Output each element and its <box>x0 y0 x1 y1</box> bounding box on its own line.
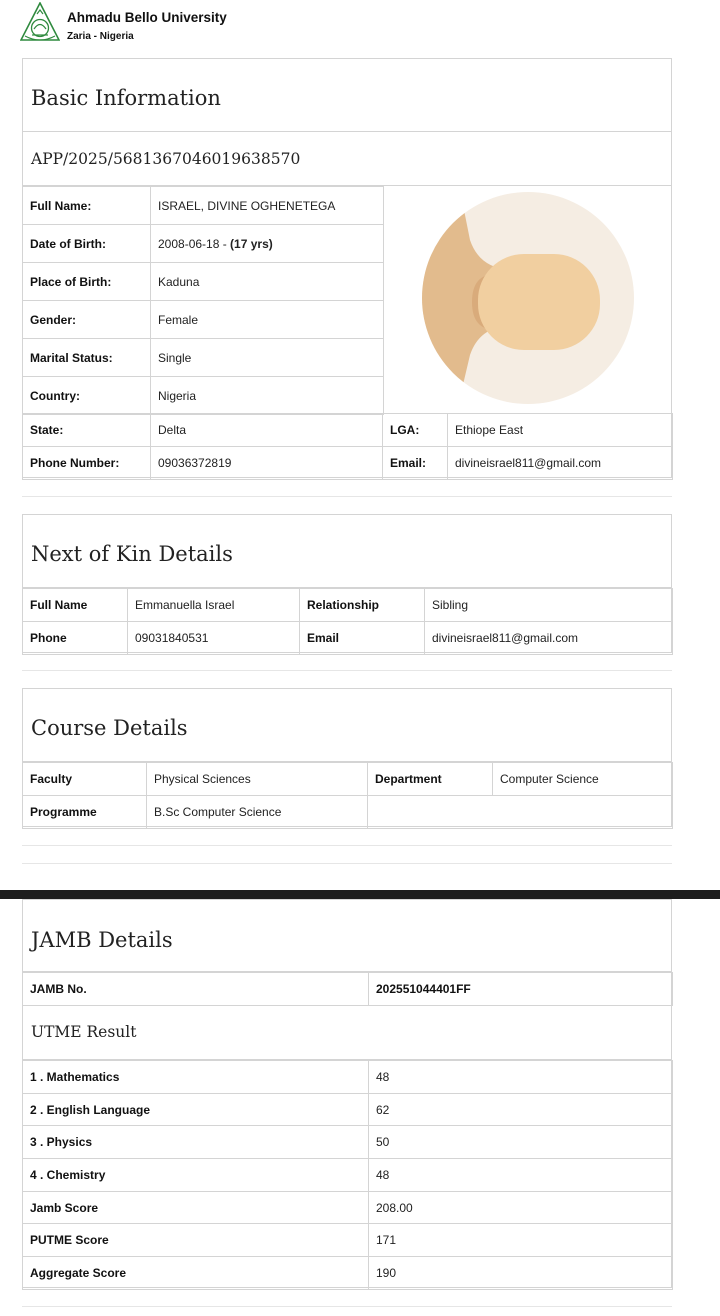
jamb-number-value: 202551044401FF <box>369 973 673 1006</box>
result-label: Jamb Score <box>23 1191 369 1224</box>
section-title: JAMB Details <box>23 900 671 972</box>
section-divider <box>22 845 672 846</box>
contact-table <box>22 413 673 480</box>
result-value: 208.00 <box>369 1191 673 1224</box>
section-divider <box>22 496 672 497</box>
faculty-value: Physical Sciences <box>147 763 368 796</box>
dob-cell <box>151 225 384 263</box>
university-name: Ahmadu Bello University <box>67 10 227 25</box>
kin-relationship-value: Sibling <box>425 589 673 622</box>
kin-phone-label: Phone <box>23 622 128 655</box>
table-row <box>23 973 673 1006</box>
table-row <box>23 1061 673 1094</box>
table-row <box>23 1257 673 1290</box>
table-row <box>23 589 673 622</box>
empty-cell <box>368 796 673 829</box>
section-divider <box>22 670 672 671</box>
result-value: 48 <box>369 1159 673 1192</box>
department-label: Department <box>368 763 493 796</box>
result-value: 190 <box>369 1257 673 1290</box>
table-row <box>23 414 673 447</box>
table-row <box>23 263 384 301</box>
table-row <box>23 377 384 415</box>
department-value: Computer Science <box>493 763 673 796</box>
table-row <box>23 796 673 829</box>
gender-label: Gender: <box>23 301 151 339</box>
marital-label: Marital Status: <box>23 339 151 377</box>
section-title: Next of Kin Details <box>23 515 671 588</box>
email-value: divineisrael811@gmail.com <box>448 447 673 480</box>
section-divider <box>22 863 672 864</box>
table-row <box>23 622 673 655</box>
result-label: 1 . Mathematics <box>23 1061 369 1094</box>
table-row <box>23 225 384 263</box>
marital-value: Single <box>151 339 384 377</box>
state-label: State: <box>23 414 151 447</box>
section-title: Basic Information <box>23 59 671 132</box>
phone-value: 09036372819 <box>151 447 383 480</box>
table-row <box>23 339 384 377</box>
result-label: PUTME Score <box>23 1224 369 1257</box>
result-value: 50 <box>369 1126 673 1159</box>
course-table <box>22 762 673 829</box>
lga-label: LGA: <box>383 414 448 447</box>
email-label: Email: <box>383 447 448 480</box>
jamb-details-section <box>22 899 672 1288</box>
kin-name-label: Full Name <box>23 589 128 622</box>
kin-phone-value: 09031840531 <box>128 622 300 655</box>
university-location: Zaria - Nigeria <box>67 31 134 42</box>
pob-value: Kaduna <box>151 263 384 301</box>
result-label: 3 . Physics <box>23 1126 369 1159</box>
kin-email-value: divineisrael811@gmail.com <box>425 622 673 655</box>
dob-value: 2008-06-18 - <box>158 236 231 251</box>
result-value: 62 <box>369 1093 673 1126</box>
dob-label: Date of Birth: <box>23 225 151 263</box>
kin-email-label: Email <box>300 622 425 655</box>
country-value: Nigeria <box>151 377 384 415</box>
result-value: 171 <box>369 1224 673 1257</box>
result-value: 48 <box>369 1061 673 1094</box>
section-title: Course Details <box>23 689 671 762</box>
abu-crest-icon <box>20 2 60 42</box>
gender-value: Female <box>151 301 384 339</box>
jamb-number-table <box>22 972 673 1006</box>
page-break-band <box>0 890 720 899</box>
application-number: APP/2025/5681367046019638570 <box>23 132 671 186</box>
table-row <box>23 1093 673 1126</box>
state-value: Delta <box>151 414 383 447</box>
kin-relationship-label: Relationship <box>300 589 425 622</box>
course-details-section <box>22 688 672 827</box>
programme-label: Programme <box>23 796 147 829</box>
table-row <box>23 1159 673 1192</box>
country-label: Country: <box>23 377 151 415</box>
lga-value: Ethiope East <box>448 414 673 447</box>
result-label: 4 . Chemistry <box>23 1159 369 1192</box>
section-divider <box>22 1306 672 1307</box>
next-of-kin-section <box>22 514 672 653</box>
result-label: 2 . English Language <box>23 1093 369 1126</box>
age-value: (17 yrs) <box>230 236 273 251</box>
table-row <box>23 763 673 796</box>
table-row <box>23 1191 673 1224</box>
table-row <box>23 447 673 480</box>
jamb-number-label: JAMB No. <box>23 973 369 1006</box>
table-row <box>23 301 384 339</box>
photo-area <box>383 186 672 413</box>
result-label: Aggregate Score <box>23 1257 369 1290</box>
basic-info-table <box>22 186 384 415</box>
table-row <box>23 1126 673 1159</box>
utme-result-title: UTME Result <box>23 1005 671 1060</box>
avatar-placeholder-icon <box>420 190 636 406</box>
phone-label: Phone Number: <box>23 447 151 480</box>
basic-information-section <box>22 58 672 478</box>
utme-result-table <box>22 1060 673 1290</box>
full-name-label: Full Name: <box>23 187 151 225</box>
pob-label: Place of Birth: <box>23 263 151 301</box>
kin-table <box>22 588 673 655</box>
full-name-value: ISRAEL, DIVINE OGHENETEGA <box>151 187 384 225</box>
page-header <box>20 2 420 46</box>
kin-name-value: Emmanuella Israel <box>128 589 300 622</box>
table-row <box>23 1224 673 1257</box>
programme-value: B.Sc Computer Science <box>147 796 368 829</box>
table-row <box>23 187 384 225</box>
faculty-label: Faculty <box>23 763 147 796</box>
